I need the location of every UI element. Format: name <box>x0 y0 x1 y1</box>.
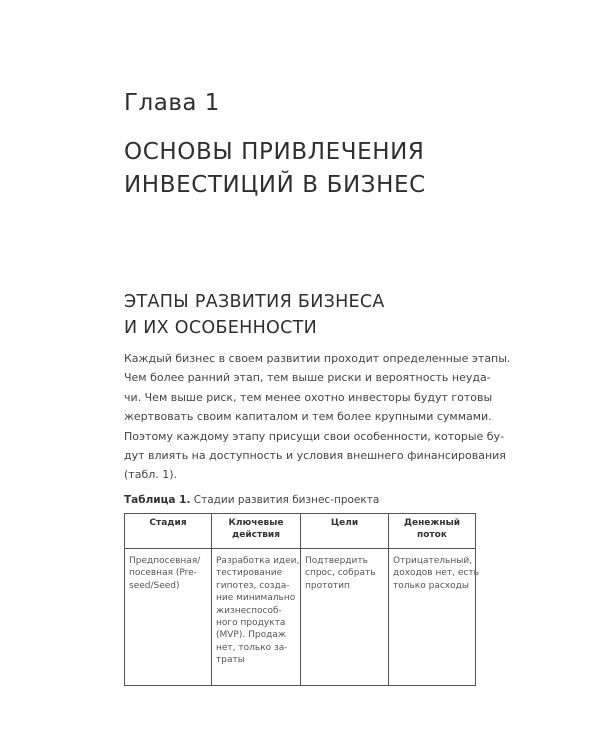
section-title-line: И ИХ ОСОБЕННОСТИ <box>124 318 318 338</box>
cell-line: Предпосевная/ <box>129 556 201 566</box>
table-caption-label: Таблица 1. <box>124 494 191 506</box>
cell-line: Отрицательный, <box>393 556 473 566</box>
chapter-label: Глава 1 <box>124 90 220 116</box>
stages-table <box>124 513 479 686</box>
body-line: дут влиять на доступность и условия внешнего финансирования <box>124 449 506 463</box>
cell-stage <box>125 549 212 686</box>
chapter-title-line: ОСНОВЫ ПРИВЛЕЧЕНИЯ <box>124 139 425 165</box>
section-title <box>124 289 484 341</box>
body-line: Чем более ранний этап, тем выше риски и вероятность неуда- <box>124 371 491 385</box>
table-row <box>125 549 476 686</box>
cell-line: только расходы <box>393 580 469 591</box>
cell-line: ного продукта <box>216 618 286 629</box>
header-key-actions <box>212 514 301 549</box>
header-text: Цели <box>330 518 359 528</box>
header-text: Денежный <box>403 518 461 528</box>
header-text: действия <box>231 530 280 540</box>
table-header-row <box>125 514 476 549</box>
body-line: Каждый бизнес в своем развитии проходит определенные этапы. <box>124 352 511 365</box>
cell-line: Подтвердить <box>305 556 368 566</box>
cell-goals <box>301 549 389 686</box>
body-line: (табл. 1). <box>124 468 178 482</box>
cell-cash-flow <box>389 549 479 686</box>
table-caption <box>124 494 379 506</box>
cell-key-actions <box>212 549 301 686</box>
chapter-title <box>124 136 484 202</box>
cell-line: спрос, собрать <box>305 568 376 579</box>
cell-line: тестирование <box>216 568 283 579</box>
header-goals <box>301 514 389 549</box>
cell-line: seed/Seed) <box>129 580 180 591</box>
cell-line: ние минимально <box>216 593 296 604</box>
header-text: поток <box>417 530 447 540</box>
body-line: чи. Чем выше риск, тем менее охотно инвесторы будут готовы <box>124 390 493 404</box>
header-text: Ключевые <box>228 518 284 528</box>
header-text: Стадия <box>149 518 187 528</box>
cell-line: гипотез, созда- <box>216 580 290 591</box>
chapter-title-line: ИНВЕСТИЦИЙ В БИЗНЕС <box>124 172 426 198</box>
body-line: жертвовать своим капиталом и тем более крупными суммами. <box>124 410 492 424</box>
header-cash-flow <box>389 514 476 549</box>
cell-line: жизнеспособ- <box>216 605 282 616</box>
cell-line: нет, только за- <box>216 642 288 653</box>
cell-line: Разработка идеи, <box>216 556 300 566</box>
body-paragraph <box>124 349 511 485</box>
table-caption-text: Стадии развития бизнес-проекта <box>190 494 380 506</box>
cell-line: траты <box>216 655 245 666</box>
cell-line: прототип <box>305 580 350 591</box>
section-title-line: ЭТАПЫ РАЗВИТИЯ БИЗНЕСА <box>124 292 385 312</box>
header-stage <box>125 514 212 549</box>
cell-line: доходов нет, есть <box>393 568 479 579</box>
cell-line: (MVP). Продаж <box>216 630 286 641</box>
cell-line: посевная (Pre- <box>129 568 197 579</box>
body-line: Поэтому каждому этапу присущи свои особенности, которые бу- <box>124 429 505 443</box>
